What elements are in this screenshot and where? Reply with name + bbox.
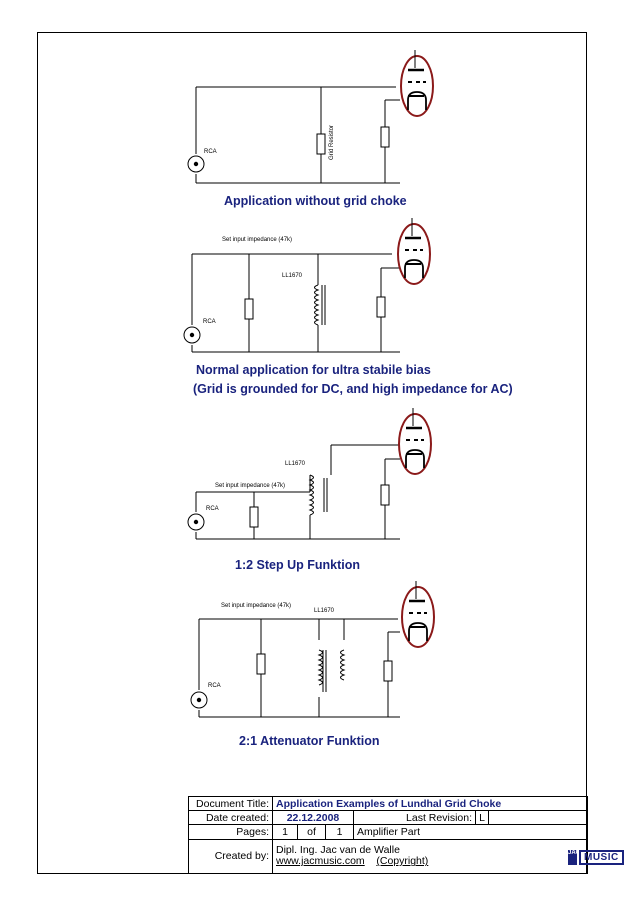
- tube-2: [398, 218, 430, 284]
- grid-resistor-1: [317, 134, 325, 154]
- rca-label-1: RCA: [204, 149, 217, 155]
- title-block: [188, 796, 619, 874]
- tube-1: [401, 50, 433, 116]
- document-title: Application Examples of Lundhal Grid Choke: [273, 797, 588, 811]
- schematic-4: [199, 619, 400, 717]
- rca-label-4: RCA: [208, 683, 221, 689]
- caption-2b: (Grid is grounded for DC, and high impedance for AC): [193, 382, 513, 396]
- blank-cell: [489, 811, 588, 825]
- caption-3: 1:2 Step Up Funktion: [235, 558, 360, 572]
- tube-4: [402, 581, 434, 647]
- input-impedance-label-4: Set input impedance (47k): [221, 603, 292, 609]
- input-resistor-4: [257, 654, 265, 674]
- rca-jack-1: [188, 156, 204, 172]
- date-created-label: Date created:: [189, 811, 273, 825]
- rca-jack-3: [188, 514, 204, 530]
- caption-2a: Normal application for ultra stabile bias: [196, 363, 431, 377]
- document-title-label: Document Title:: [189, 797, 273, 811]
- date-created: 22.12.2008: [273, 811, 354, 825]
- caption-1: Application without grid choke: [224, 194, 407, 208]
- created-by-label: Created by:: [189, 839, 273, 873]
- page-total: 1: [326, 825, 354, 839]
- schematic-1: [196, 87, 400, 183]
- input-resistor-3: [250, 507, 258, 527]
- last-revision-label: Last Revision:: [354, 811, 476, 825]
- schematic-3: [196, 445, 400, 539]
- input-impedance-label-3: Set input impedance (47k): [215, 483, 286, 489]
- rca-jack-4: [191, 692, 207, 708]
- created-by-cell: [273, 839, 619, 873]
- resistor-4b: [384, 661, 392, 681]
- copyright: (Copyright): [376, 855, 429, 868]
- website-line: [276, 856, 584, 867]
- last-revision: L: [476, 811, 489, 825]
- jac-music-logo: [568, 850, 624, 865]
- website-link[interactable]: www.jacmusic.com: [276, 855, 365, 868]
- grid-resistor-label: Grid Resistor: [329, 124, 335, 160]
- pages-label: Pages:: [189, 825, 273, 839]
- input-impedance-label-2: Set input impedance (47k): [222, 237, 293, 243]
- rca-jack-2: [184, 327, 200, 343]
- caption-4: 2:1 Attenuator Funktion: [239, 734, 380, 748]
- schematic-2: [192, 254, 400, 352]
- choke-label-3: LL1670: [285, 461, 306, 467]
- page-number: 1: [273, 825, 298, 839]
- part-name: Amplifier Part: [354, 825, 588, 839]
- choke-label-2: LL1670: [282, 273, 303, 279]
- resistor-3b: [381, 485, 389, 505]
- rca-label-2: RCA: [203, 319, 216, 325]
- author: Dipl. Ing. Jac van de Walle: [276, 844, 400, 857]
- resistor-1b: [381, 127, 389, 147]
- tube-3: [399, 408, 431, 474]
- rca-label-3: RCA: [206, 506, 219, 512]
- choke-label-4: LL1670: [314, 608, 335, 614]
- logo-text: MUSIC: [579, 850, 624, 865]
- logo-small-text: JAC: [568, 850, 577, 865]
- page-of: of: [298, 825, 326, 839]
- input-resistor-2: [245, 299, 253, 319]
- resistor-2b: [377, 297, 385, 317]
